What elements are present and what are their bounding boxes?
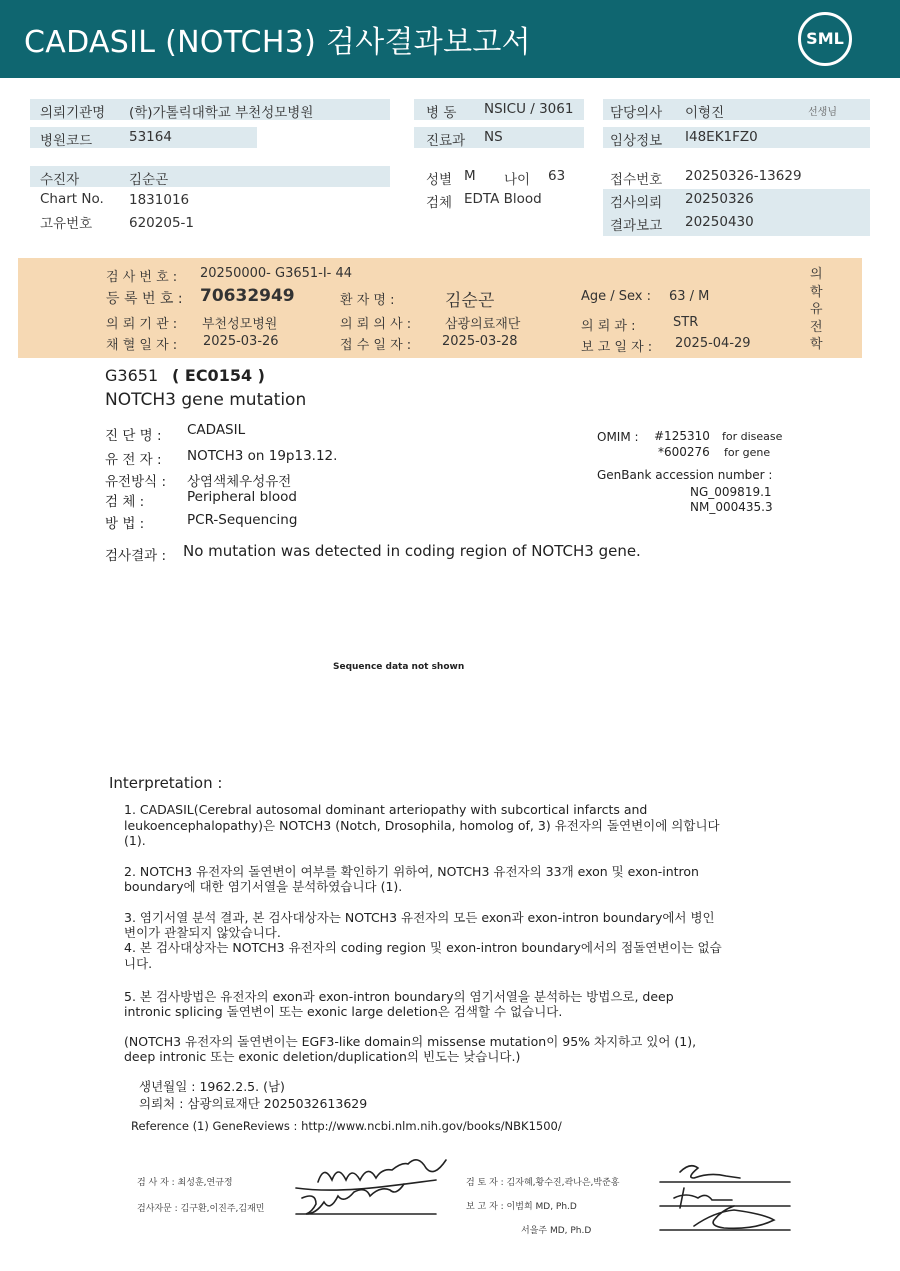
signature-reporter2-scribble: [694, 1206, 774, 1228]
report-title: CADASIL (NOTCH3) 검사결과보고서: [24, 25, 531, 60]
chart-value: 1831016: [129, 192, 190, 208]
strip-reg-no: 70632949: [200, 286, 295, 306]
sig-advisor: 검사자문 : 김구환,이진주,김재민: [137, 1204, 265, 1214]
omim-disease: #125310: [654, 429, 710, 443]
genbank-nm: NM_000435.3: [690, 500, 773, 514]
clinical-label: 임상정보: [610, 133, 663, 149]
strip-vertical-label: 의학유전학: [810, 267, 823, 352]
interp-line: (NOTCH3 유전자의 돌연변이는 EGF3-like domain의 missense mutation이 95% 차지하고 있어 (1),: [124, 1034, 697, 1049]
clinical-row: [603, 127, 870, 148]
interp-line: 변이가 관찰되지 않았습니다.: [124, 925, 281, 940]
specimen-label: 검체: [426, 195, 453, 211]
doctor-suffix: 선생님: [808, 107, 837, 118]
dept-label: 진료과: [426, 133, 466, 149]
receipt-label: 접수번호: [610, 172, 663, 188]
test-specimen-label: 검 체 :: [105, 494, 145, 510]
sig-reporter2: 서을주 MD, Ph.D: [521, 1226, 592, 1236]
test-name: NOTCH3 gene mutation: [105, 390, 307, 410]
chart-label: Chart No.: [40, 191, 104, 207]
report-date-label: 결과보고: [610, 218, 663, 234]
doctor-row: [603, 99, 870, 120]
dates-box: [603, 189, 870, 236]
strip-agesex: 63 / M: [669, 289, 710, 304]
sig-reporter: 보 고 자 : 이범희 MD, Ph.D: [466, 1202, 577, 1212]
req-inst-row: [30, 99, 390, 120]
interp-line: 2. NOTCH3 유전자의 돌연변이 여부를 확인하기 위하여, NOTCH3 유전자의 33개 exon 및 exon-intron: [124, 864, 699, 879]
scanned-report: [0, 258, 900, 1271]
patient-label: 수진자: [40, 172, 80, 188]
req-inst-value: (학)가톨릭대학교 부천성모병원: [129, 105, 314, 121]
strip-patient: 김순곤: [445, 291, 495, 311]
test-code2: ( EC0154 ): [172, 366, 265, 385]
age-value: 63: [548, 168, 566, 184]
signature-tester-underline: [296, 1180, 436, 1190]
interp-line: 1. CADASIL(Cerebral autosomal dominant arteriopathy with subcortical infarcts and: [124, 802, 648, 817]
interp-dob: 생년월일 : 1962.2.5. (남): [139, 1079, 285, 1094]
strip-inst-label: 의 뢰 기 관 :: [106, 317, 178, 332]
signature-reporter-scribble: [674, 1188, 732, 1208]
method-value: PCR-Sequencing: [187, 512, 298, 528]
omim-disease-note: for disease: [722, 430, 783, 443]
dx-value: CADASIL: [187, 422, 246, 438]
hosp-code-value: 53164: [129, 129, 172, 145]
strip-report: 2025-04-29: [675, 336, 751, 351]
uid-value: 620205-1: [129, 215, 194, 231]
test-code: G3651: [105, 366, 159, 385]
strip-doctor: 삼광의료재단: [445, 317, 521, 332]
strip-agesex-label: Age / Sex :: [581, 289, 652, 304]
signature-advisor-scribble: [302, 1184, 404, 1214]
interp-line: 3. 염기서열 분석 결과, 본 검사대상자는 NOTCH3 유전자의 모든 exon과 exon-intron boundary에서 병인: [124, 910, 715, 925]
strip-receive: 2025-03-28: [442, 334, 518, 349]
strip-collect-label: 채 혈 일 자 :: [106, 338, 178, 353]
patient-value: 김순곤: [129, 172, 169, 188]
doctor-label: 담당의사: [610, 105, 663, 121]
omim-label: OMIM :: [597, 430, 639, 444]
ward-value: NSICU / 3061: [484, 101, 574, 117]
omim-gene: *600276: [658, 445, 710, 459]
report-date-value: 20250430: [685, 214, 754, 230]
gene-label: 유 전 자 :: [105, 452, 162, 468]
sig-reviewer: 검 토 자 : 김자혜,황수진,곽나은,박준홍: [466, 1178, 620, 1188]
req-date-label: 검사의뢰: [610, 195, 663, 211]
ward-label: 병 동: [426, 105, 457, 121]
req-inst-label: 의뢰기관명: [40, 105, 106, 121]
strip-doctor-label: 의 뢰 의 사 :: [340, 317, 412, 332]
signature-reviewer-scribble: [680, 1166, 740, 1178]
gene-value: NOTCH3 on 19p13.12.: [187, 448, 338, 464]
interp-line: deep intronic 또는 exonic deletion/duplication의 빈도는 낮습니다.): [124, 1049, 521, 1064]
omim-gene-note: for gene: [724, 446, 771, 459]
uid-label: 고유번호: [40, 216, 93, 232]
signature-drawings: [0, 258, 900, 1271]
interp-line: leukoencephalopathy)은 NOTCH3 (Notch, Drosophila, homolog of, 3) 유전자의 돌연변이에 의합니다: [124, 818, 720, 833]
result-value: No mutation was detected in coding region of NOTCH3 gene.: [183, 542, 641, 560]
age-label: 나이: [504, 172, 531, 188]
receipt-value: 20250326-13629: [685, 168, 802, 184]
test-specimen-value: Peripheral blood: [187, 489, 297, 505]
inherit-label: 유전방식 :: [105, 474, 167, 490]
strip-receive-label: 접 수 일 자 :: [340, 338, 412, 353]
hosp-code-row: [30, 127, 257, 148]
interp-line: boundary에 대한 염기서열을 분석하였습니다 (1).: [124, 879, 403, 894]
strip-test-no-label: 검 사 번 호 :: [106, 270, 178, 285]
interp-line: 5. 본 검사방법은 유전자의 exon과 exon-intron boundary의 염기서열을 분석하는 방법으로, deep: [124, 989, 674, 1004]
strip-patient-label: 환 자 명 :: [340, 293, 395, 308]
report-header: [0, 0, 900, 78]
dx-label: 진 단 명 :: [105, 428, 162, 444]
patient-row: [30, 166, 390, 187]
sex-label: 성별: [426, 172, 453, 188]
interp-title: Interpretation :: [109, 774, 223, 792]
req-date-value: 20250326: [685, 191, 754, 207]
result-label: 검사결과 :: [105, 548, 167, 564]
interp-line: 니다.: [124, 956, 153, 971]
ward-row: [414, 99, 584, 120]
interp-inst: 의뢰처 : 삼광의료재단 2025032613629: [139, 1096, 368, 1111]
hosp-code-label: 병원코드: [40, 133, 93, 149]
method-label: 방 법 :: [105, 516, 145, 532]
strip-collect: 2025-03-26: [203, 334, 279, 349]
genbank-label: GenBank accession number :: [597, 468, 773, 482]
strip-dept: STR: [673, 315, 699, 330]
sequence-note: Sequence data not shown: [333, 662, 465, 672]
interp-line: 4. 본 검사대상자는 NOTCH3 유전자의 coding region 및 exon-intron boundary에서의 점돌연변이는 없습: [124, 940, 722, 955]
sig-tester: 검 사 자 : 최성훈,연규정: [137, 1178, 233, 1188]
clinical-value: I48EK1FZ0: [685, 129, 758, 145]
strip-test-no: 20250000- G3651-I- 44: [200, 266, 353, 281]
signature-tester-scribble: [318, 1160, 446, 1182]
specimen-value: EDTA Blood: [464, 191, 542, 207]
interp-line: (1).: [124, 833, 146, 848]
genbank-ng: NG_009819.1: [690, 485, 772, 499]
strip-inst: 부천성모병원: [202, 317, 278, 332]
strip-dept-label: 의 뢰 과 :: [581, 319, 636, 334]
interp-reference: Reference (1) GeneReviews : http://www.ncbi.nlm.nih.gov/books/NBK1500/: [131, 1119, 562, 1133]
interp-line: intronic splicing 돌연변이 또는 exonic large deletion은 검색할 수 없습니다.: [124, 1004, 563, 1019]
dept-row: [414, 127, 584, 148]
doctor-value: 이형진: [685, 105, 725, 121]
inherit-value: 상염색체우성유전: [187, 474, 292, 490]
dept-value: NS: [484, 129, 503, 145]
strip-report-label: 보 고 일 자 :: [581, 340, 653, 355]
strip-reg-no-label: 등 록 번 호 :: [106, 291, 183, 307]
sml-logo: SML: [798, 12, 852, 66]
sex-value: M: [464, 168, 476, 184]
